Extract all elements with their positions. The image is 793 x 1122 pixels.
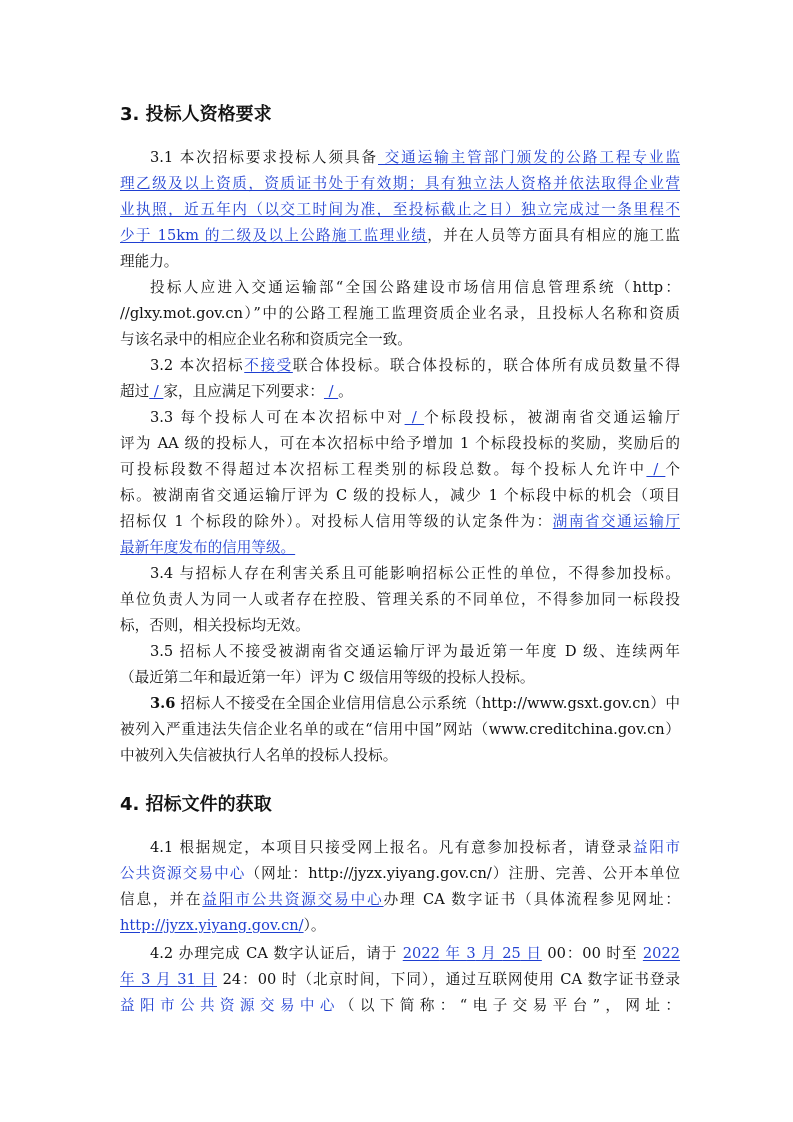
- p42-line2: 年 3 月 31 日 24：00 时（北京时间，下同），通过互联网使用 CA 数字证书登录: [120, 971, 681, 988]
- p31-line1: 3.1 本次招标要求投标人须具备 交通运输主管部门颁发的公路工程专业监: [150, 149, 681, 166]
- p36-line3: 中被列入失信被执行人名单的投标人投标。: [120, 747, 398, 764]
- p33-line1: 3.3 每个投标人可在本次招标中对 / 个标段投标，被湖南省交通运输厅: [150, 409, 680, 426]
- p34-line1: 3.4 与招标人存在利害关系且可能影响招标公正性的单位，不得参加投标。: [150, 565, 680, 582]
- p34-line3: 标，否则，相关投标均无效。: [120, 617, 310, 634]
- p36-line1: 3.6 招标人不接受在全国企业信用信息公示系统（http://www.gsxt.gov.cn）中: [150, 695, 680, 712]
- p34-line2: 单位负责人为同一人或者存在控股、管理关系的不同单位，不得参加同一标段投: [120, 591, 680, 608]
- p33-line5: 招标仅 1 个标段的除外）。对投标人信用等级的认定条件为：湖南省交通运输厅: [120, 513, 680, 530]
- p31-line2: 理乙级及以上资质，资质证书处于有效期；具有独立法人资格并依法取得企业营: [120, 175, 680, 192]
- p31b-line2: //glxy.mot.gov.cn）”中的公路工程施工监理资质企业名录，且投标人名称和资质: [120, 305, 680, 322]
- p33-line2: 评为 AA 级的投标人，可在本次招标中给予增加 1 个标段投标的奖励，奖励后的: [120, 435, 681, 452]
- p31b-line1: 投标人应进入交通运输部“全国公路建设市场信用信息管理系统（http：: [150, 279, 680, 296]
- p32-line1: 3.2 本次招标不接受联合体投标。联合体投标的，联合体所有成员数量不得: [150, 357, 680, 374]
- p33-line3: 可投标段数不得超过本次招标工程类别的标段总数。每个投标人允许中 / 个: [120, 461, 680, 478]
- section-3-heading: 3. 投标人资格要求: [120, 104, 272, 125]
- p32-line2: 超过 / 家，且应满足下列要求： / 。: [120, 383, 353, 400]
- p41-line3: 信息，并在益阳市公共资源交易中心办理 CA 数字证书（具体流程参见网址：: [120, 891, 680, 908]
- p41-line4: http://jyzx.yiyang.gov.cn/）。: [120, 917, 326, 934]
- jyzx-url-link[interactable]: http://jyzx.yiyang.gov.cn/: [120, 917, 304, 934]
- section-4-heading: 4. 招标文件的获取: [120, 794, 272, 815]
- p31b-line3: 与该名录中的相应企业名称和资质完全一致。: [120, 331, 412, 348]
- p35-line2: （最近第二年和最近第一年）评为 C 级信用等级的投标人投标。: [120, 669, 535, 686]
- p31-line3: 业执照，近五年内（以交工时间为准，至投标截止之日）独立完成过一条里程不: [120, 201, 680, 218]
- p35-line1: 3.5 招标人不接受被湖南省交通运输厅评为最近第一年度 D 级、连续两年: [150, 643, 680, 660]
- p31-line5: 理能力。: [120, 253, 179, 270]
- p36-line2: 被列入严重违法失信企业名单的或在“信用中国”网站（www.creditchina.gov.cn）: [120, 721, 680, 738]
- p41-line2: 公共资源交易中心（网址：http://jyzx.yiyang.gov.cn/）注册、完善、公开本单位: [120, 865, 680, 882]
- p42-line1: 4.2 办理完成 CA 数字认证后，请于 2022 年 3 月 25 日 00：00 时至 2022: [150, 945, 681, 962]
- p33-line4: 标。被湖南省交通运输厅评为 C 级的投标人，减少 1 个标段中标的机会（项目: [120, 487, 680, 504]
- jyzx-link-text[interactable]: 益阳市公共资源交易中心: [202, 891, 384, 908]
- p42-line3: 益阳市公共资源交易中心（以下简称：“电子交易平台”，网址：: [120, 997, 680, 1014]
- p41-line1: 4.1 根据规定，本项目只接受网上报名。凡有意参加投标者，请登录益阳市: [150, 839, 680, 856]
- p33-line6: 最新年度发布的信用等级。: [120, 539, 296, 556]
- p31-line4: 少于 15km 的二级及以上公路施工监理业绩，并在人员等方面具有相应的施工监: [120, 227, 680, 244]
